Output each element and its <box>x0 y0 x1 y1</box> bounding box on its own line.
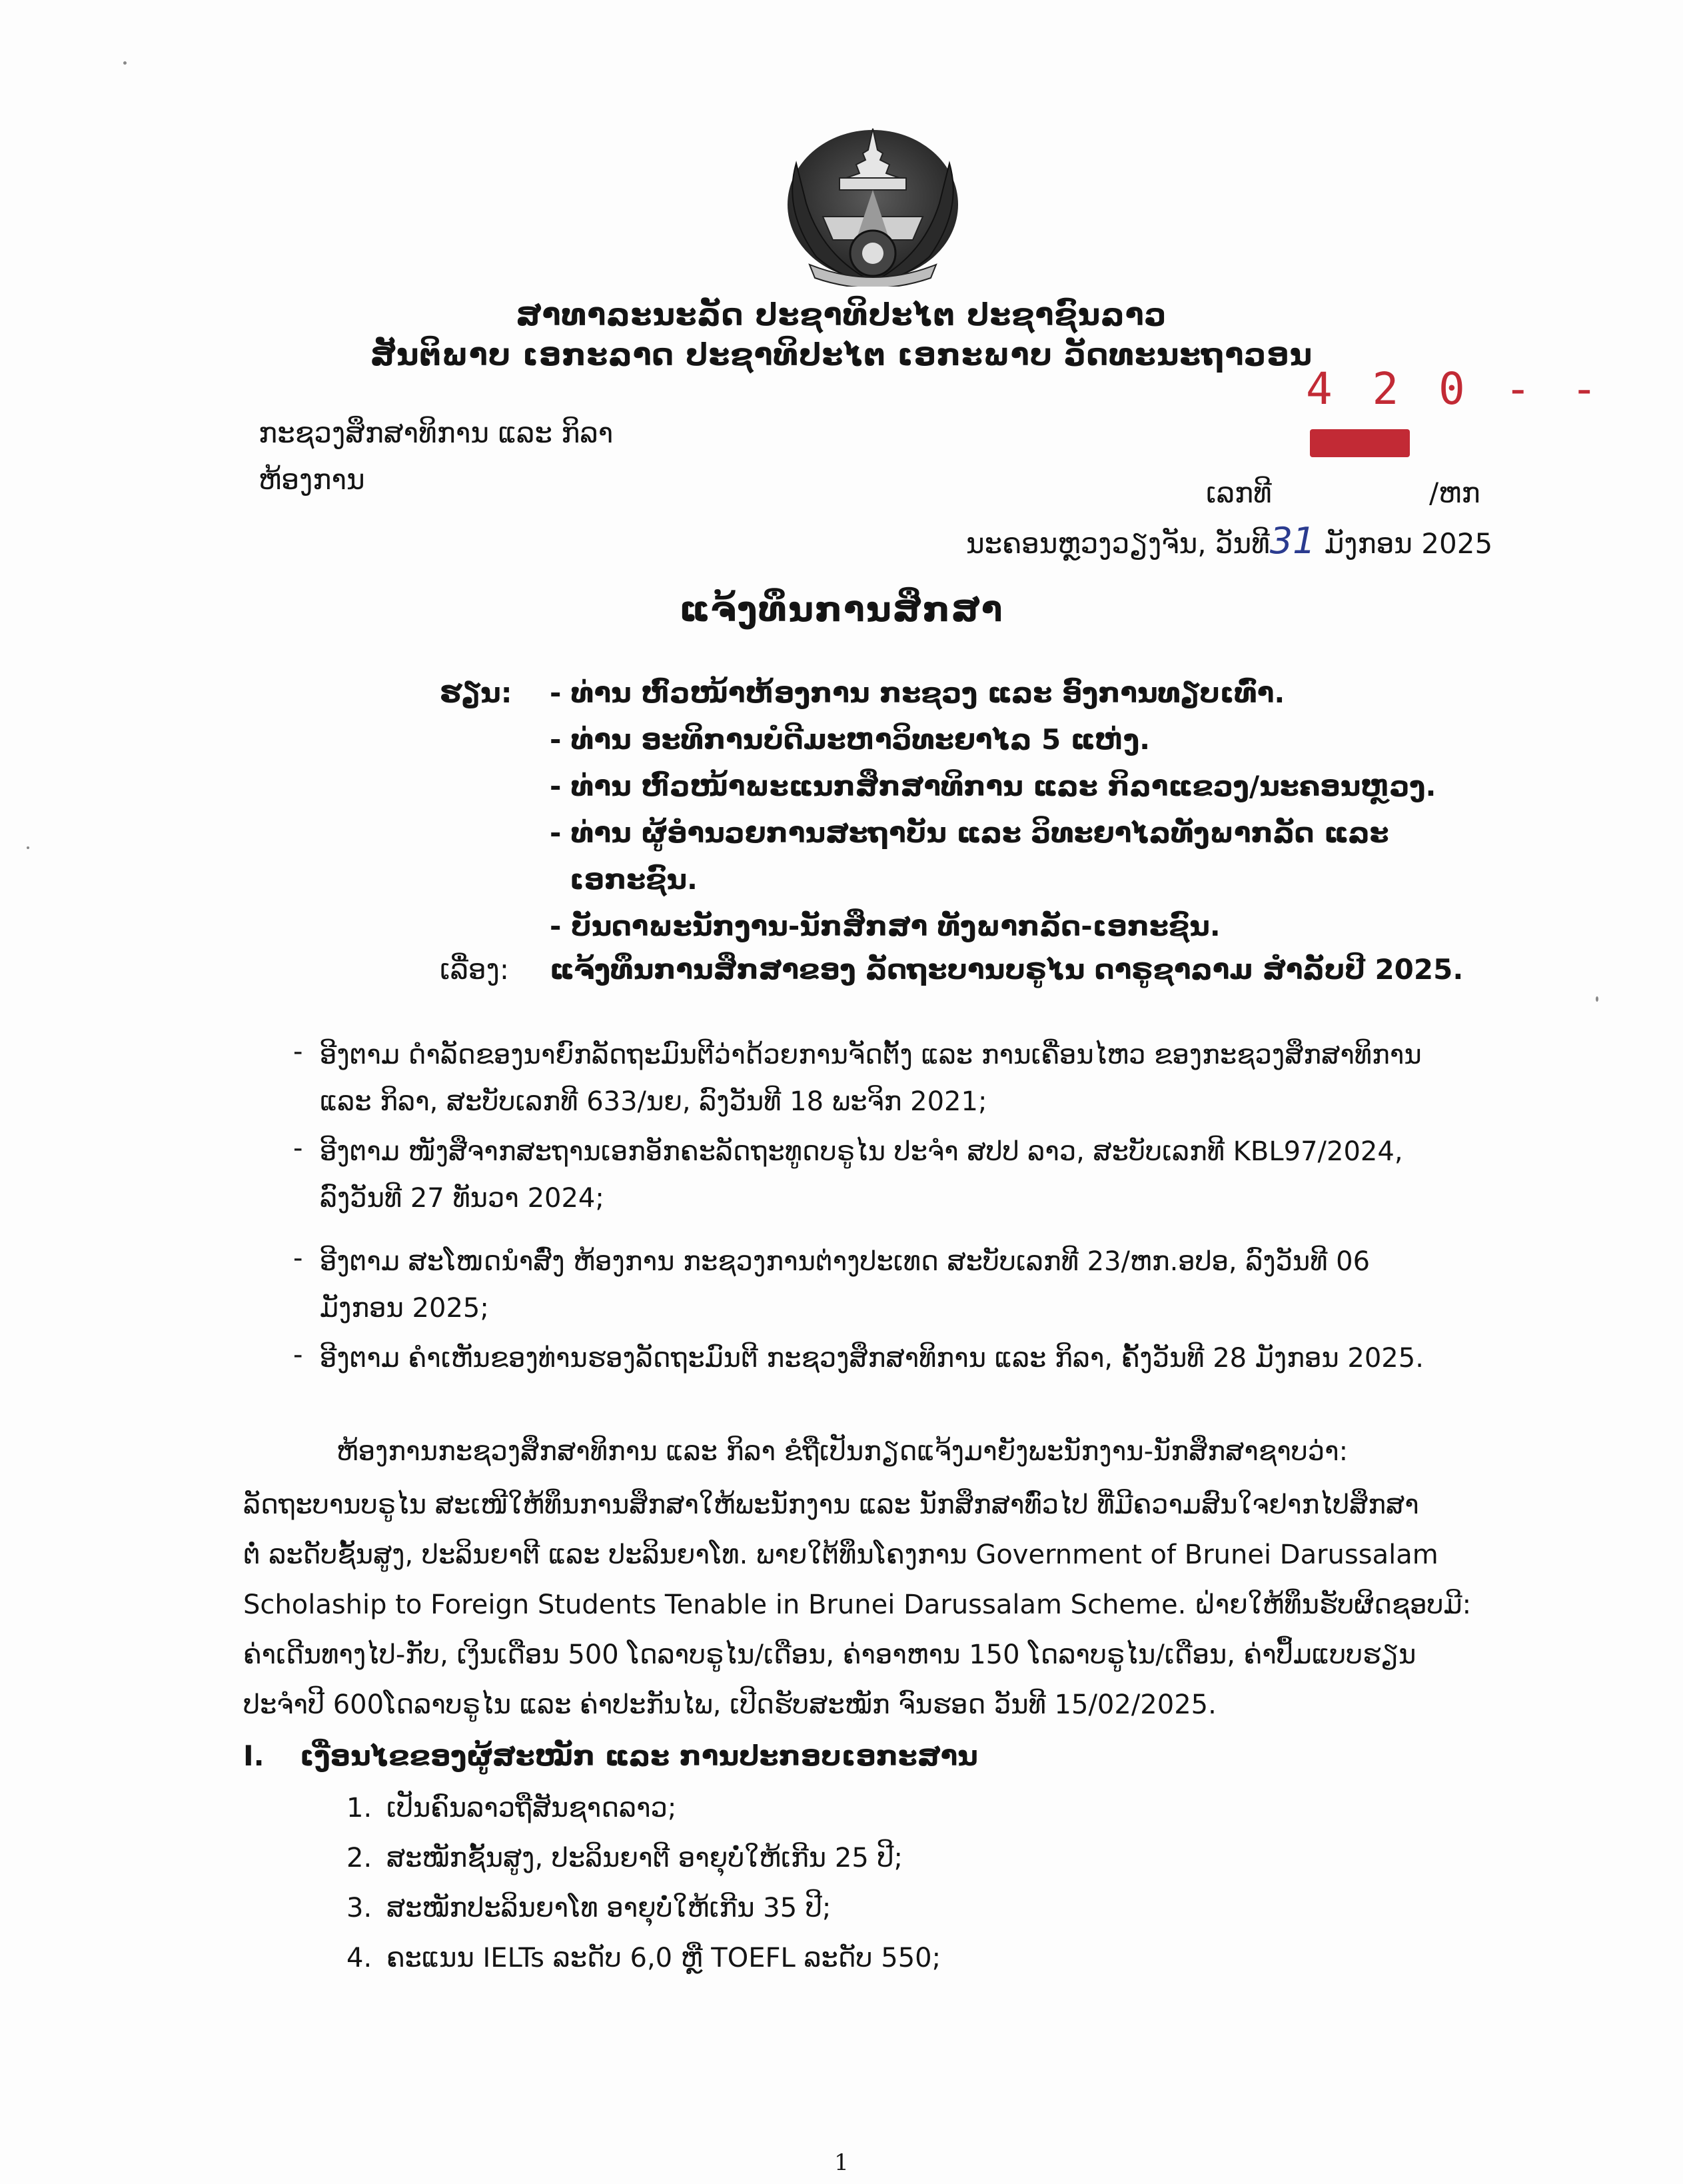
to-label: ຮຽນ: <box>440 676 512 709</box>
national-header-line2: ສັນຕິພາບ ເອກະລາດ ປະຊາທິປະໄຕ ເອກະພາບ ວັດທະນະຖາວອນ <box>370 337 1313 373</box>
reference-line: ລົງວັນທີ 27 ທັນວາ 2024; <box>320 1183 604 1214</box>
to-item: ເອກະຊົນ. <box>570 863 698 896</box>
list-item: ເປັນຄົນລາວຖືສັນຊາດລາວ; <box>386 1793 677 1823</box>
date-prefix: ນະຄອນຫຼວງວຽງຈັນ, ວັນທີ <box>966 527 1270 560</box>
to-item: - ທ່ານ ຫົວໜ້າຫ້ອງການ ກະຊວງ ແລະ ອົງການທຽບເທົ່າ. <box>550 676 1285 709</box>
subject-text: ແຈ້ງທຶນການສຶກສາຂອງ ລັດຖະບານບຣູໄນ ດາຣູຊາລາມ ສຳລັບປີ 2025. <box>550 953 1464 986</box>
paragraph-line: ຄ່າເດີນທາງໄປ-ກັບ, ເງິນເດືອນ 500 ໂດລາບຣູໄນ/ເດືອນ, ຄ່າອາຫານ 150 ໂດລາບຣູໄນ/ເດືອນ, ຄ່າປຶ້ມແບບຮຽນ <box>243 1639 1416 1670</box>
stamp-text: 4 2 0 - - <box>1306 363 1604 415</box>
list-item-number: 2. <box>346 1843 372 1873</box>
reference-line: ມັງກອນ 2025; <box>320 1293 489 1324</box>
to-item: - ບັນດາພະນັກງານ-ນັກສຶກສາ ທັງພາກລັດ-ເອກະຊົນ. <box>550 910 1221 942</box>
ref-number-label: ເລກທີ <box>1206 477 1272 509</box>
scan-speck <box>27 846 29 849</box>
reference-line: ອີງຕາມ ສະໂໜດນຳສົ່ງ ຫ້ອງການ ກະຊວງການຕ່າງປະເທດ ສະບັບເລກທີ 23/ຫກ.ອປອ, ລົງວັນທີ 06 <box>320 1246 1371 1277</box>
list-item-number: 4. <box>346 1943 372 1973</box>
date-day: 31 <box>1269 520 1316 562</box>
reference-line: ອີງຕາມ ໜັງສືຈາກສະຖານເອກອັກຄະລັດຖະທູດບຣູໄນ ປະຈຳ ສປປ ລາວ, ສະບັບເລກທີ KBL97/2024, <box>320 1136 1403 1167</box>
stamp-blot-icon <box>1310 429 1410 457</box>
scan-speck <box>1596 996 1598 1002</box>
reference-line: ແລະ ກິລາ, ສະບັບເລກທີ 633/ນຍ, ລົງວັນທີ 18 ພະຈິກ 2021; <box>320 1086 987 1117</box>
date-suffix: ມັງກອນ 2025 <box>1324 527 1493 560</box>
paragraph-line: ຕໍ່ ລະດັບຊັ້ນສູງ, ປະລິນຍາຕີ ແລະ ປະລິນຍາໂທ. ພາຍໃຕ້ທຶນໂຄງການ Government of Brunei Darussalam <box>243 1540 1438 1570</box>
to-item: - ທ່ານ ຜູ້ອຳນວຍການສະຖາບັນ ແລະ ວິທະຍາໄລທັງພາກລັດ ແລະ <box>550 816 1389 849</box>
reference-dash: - <box>293 1036 303 1067</box>
ref-number-suffix: /ຫກ <box>1429 477 1480 509</box>
reference-dash: - <box>293 1243 303 1274</box>
list-item-number: 1. <box>346 1793 372 1823</box>
section-number: I. <box>243 1739 265 1772</box>
list-item: ຄະແນນ IELTs ລະດັບ 6,0 ຫຼື TOEFL ລະດັບ 550; <box>386 1943 941 1973</box>
list-item: ສະໝັກປະລິນຍາໂທ ອາຍຸບໍ່ໃຫ້ເກີນ 35 ປີ; <box>386 1893 832 1923</box>
reference-line: ອີງຕາມ ດຳລັດຂອງນາຍົກລັດຖະມົນຕີວ່າດ້ວຍການຈັດຕັ້ງ ແລະ ການເຄື່ອນໄຫວ ຂອງກະຊວງສຶກສາທິການ <box>320 1040 1422 1070</box>
to-item: - ທ່ານ ອະທິການບໍດີມະຫາວິທະຍາໄລ 5 ແຫ່ງ. <box>550 723 1151 756</box>
paragraph-line: ປະຈຳປີ 600ໂດລາບຣູໄນ ແລະ ຄ່າປະກັນໄພ, ເປີດຮັບສະໝັກ ຈົນຮອດ ວັນທີ 15/02/2025. <box>243 1689 1217 1720</box>
paragraph-line: ຫ້ອງການກະຊວງສຶກສາທິການ ແລະ ກິລາ ຂໍຖືເປັນກຽດແຈ້ງມາຍັງພະນັກງານ-ນັກສຶກສາຊາບວ່າ: <box>336 1436 1349 1467</box>
registration-stamp <box>1306 363 1683 466</box>
scan-speck <box>123 61 127 65</box>
paragraph-line: ລັດຖະບານບຣູໄນ ສະເໜີໃຫ້ທຶນການສຶກສາໃຫ້ພະນັກງານ ແລະ ນັກສຶກສາທົ່ວໄປ ທີ່ມີຄວາມສົນໃຈຢາກໄປສຶກສາ <box>243 1490 1419 1520</box>
subject-label: ເລື່ອງ: <box>440 953 510 986</box>
paragraph-line: Scholaship to Foreign Students Tenable in Brunei Darussalam Scheme. ຝ່າຍໃຫ້ທຶນຮັບຜິດຊອບມີ: <box>243 1590 1472 1620</box>
page-title: ແຈ້ງທຶນການສຶກສາ <box>679 590 1004 630</box>
list-item-number: 3. <box>346 1893 372 1923</box>
national-header-line1: ສາທາລະນະລັດ ປະຊາທິປະໄຕ ປະຊາຊົນລາວ <box>516 297 1167 333</box>
office-name: ຫ້ອງການ <box>259 463 365 496</box>
reference-dash: - <box>293 1133 303 1164</box>
lao-national-emblem-icon <box>776 123 969 287</box>
ministry-name: ກະຊວງສຶກສາທິການ ແລະ ກິລາ <box>259 417 614 449</box>
to-item: - ທ່ານ ຫົວໜ້າພະແນກສຶກສາທິການ ແລະ ກິລາແຂວງ/ນະຄອນຫຼວງ. <box>550 770 1436 802</box>
reference-line: ອີງຕາມ ຄຳເຫັນຂອງທ່ານຮອງລັດຖະມົນຕີ ກະຊວງສຶກສາທິການ ແລະ ກິລາ, ຄັ້ງວັນທີ 28 ມັງກອນ 2025. <box>320 1343 1424 1374</box>
section-heading: ເງື່ອນໄຂຂອງຜູ້ສະໝັກ ແລະ ການປະກອບເອກະສານ <box>300 1739 978 1772</box>
reference-dash: - <box>293 1340 303 1370</box>
list-item: ສະໝັກຊັ້ນສູງ, ປະລິນຍາຕີ ອາຍຸບໍ່ໃຫ້ເກີນ 25 ປີ; <box>386 1843 903 1873</box>
page-number: 1 <box>834 2149 849 2176</box>
date-line <box>966 520 1492 562</box>
